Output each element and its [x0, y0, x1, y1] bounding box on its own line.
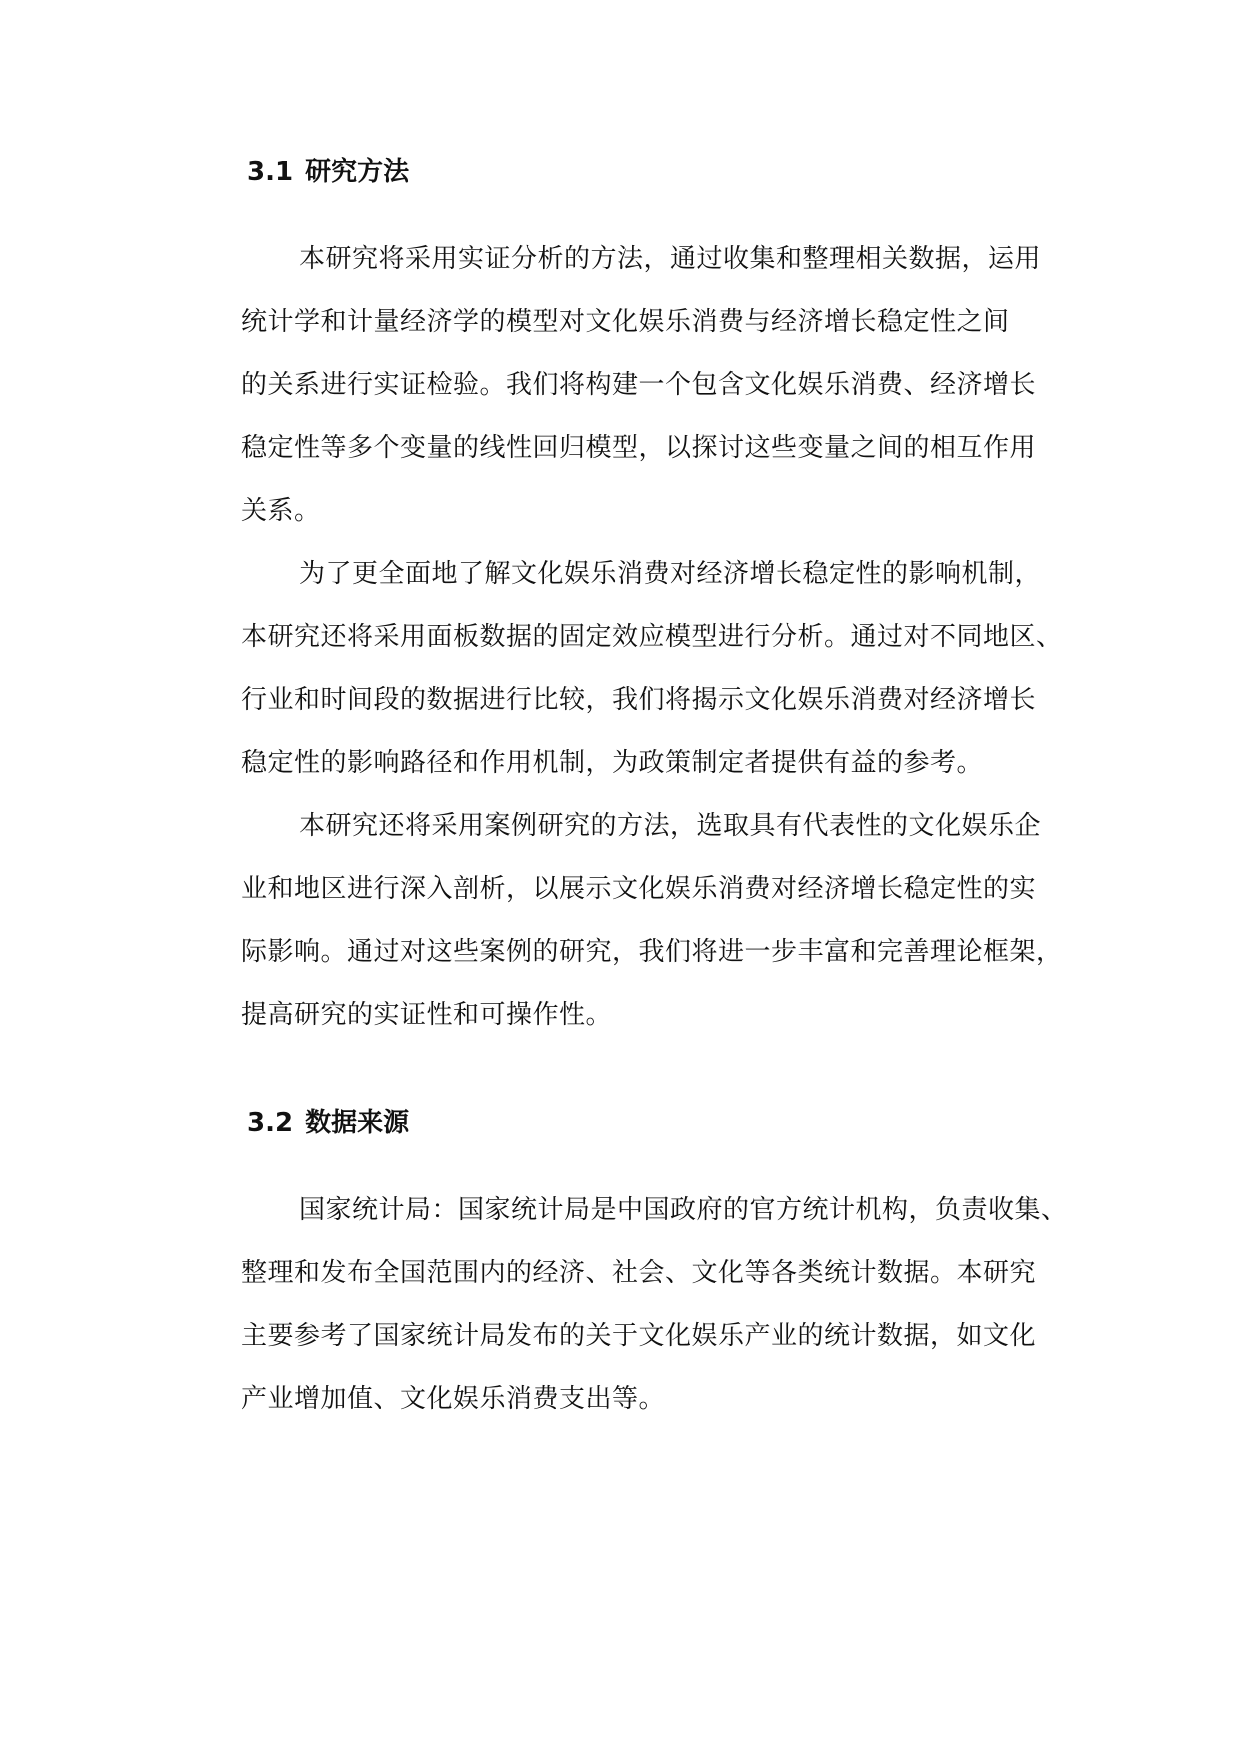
section-number: 3.2 [247, 1108, 294, 1138]
section-heading-3-1 [189, 148, 1059, 196]
paragraph-line: 的关系进行实证检验。我们将构建一个包含文化娱乐消费、经济增长 [241, 370, 1037, 400]
paragraph-line: 整理和发布全国范围内的经济、社会、文化等各类统计数据。本研究 [241, 1258, 1037, 1288]
paragraph-line: 国家统计局：国家统计局是中国政府的官方统计机构，负责收集、 [299, 1195, 1068, 1225]
paragraph-line: 业和地区进行深入剖析，以展示文化娱乐消费对经济增长稳定性的实 [241, 874, 1037, 904]
paragraph-line: 本研究将采用实证分析的方法，通过收集和整理相关数据，运用 [299, 244, 1042, 274]
section-number: 3.1 [247, 157, 294, 187]
paragraph-line: 主要参考了国家统计局发布的关于文化娱乐产业的统计数据，如文化 [241, 1321, 1037, 1351]
paragraph-line: 统计学和计量经济学的模型对文化娱乐消费与经济增长稳定性之间 [241, 307, 1010, 337]
document-body [189, 148, 1068, 1431]
paragraph-line: 本研究还将采用面板数据的固定效应模型进行分析。通过对不同地区、 [241, 622, 1063, 652]
paragraph-line: 本研究还将采用案例研究的方法，选取具有代表性的文化娱乐企 [299, 811, 1042, 841]
paragraph-line: 稳定性等多个变量的线性回归模型，以探讨这些变量之间的相互作用 [241, 433, 1037, 463]
paragraph-methods-1 [189, 228, 1059, 543]
paragraph-line: 稳定性的影响路径和作用机制，为政策制定者提供有益的参考。 [241, 748, 984, 778]
paragraph-methods-2 [189, 543, 1063, 795]
paragraph-line: 产业增加值、文化娱乐消费支出等。 [241, 1384, 666, 1414]
section-title: 数据来源 [305, 1108, 410, 1138]
paragraph-line: 提高研究的实证性和可操作性。 [241, 1000, 613, 1030]
paragraph-line: 行业和时间段的数据进行比较，我们将揭示文化娱乐消费对经济增长 [241, 685, 1037, 715]
section-title: 研究方法 [305, 157, 410, 187]
paragraph-line: 际影响。通过对这些案例的研究，我们将进一步丰富和完善理论框架， [241, 937, 1063, 967]
paragraph-methods-3 [189, 795, 1063, 1047]
paragraph-data-source-1 [189, 1179, 1068, 1431]
paragraph-line: 为了更全面地了解文化娱乐消费对经济增长稳定性的影响机制， [299, 559, 1042, 589]
section-heading-3-2 [189, 1099, 1059, 1147]
paragraph-line: 关系。 [241, 496, 321, 526]
